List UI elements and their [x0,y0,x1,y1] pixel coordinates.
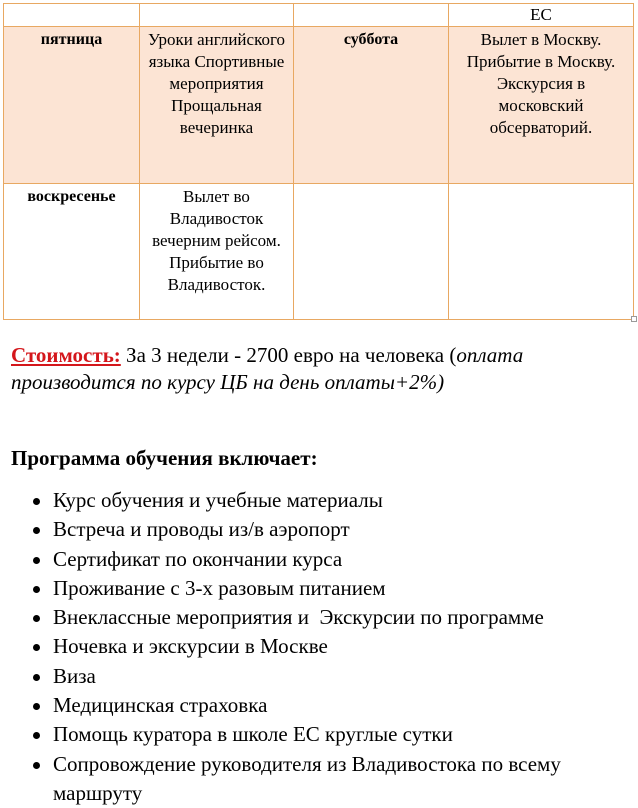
table-cell [4,4,140,27]
list-item [0,603,633,632]
program-list [0,486,630,808]
bullet-icon [33,527,40,534]
list-item [0,720,593,749]
program-title: Программа обучения включает: [11,446,318,470]
list-item-text: Виза [53,663,96,688]
list-item-text: Встреча и проводы из/в аэропорт [53,517,350,542]
bullet-icon [33,615,40,622]
table-row [4,27,634,184]
table-resize-handle[interactable] [631,316,637,322]
bullet-icon [33,498,40,505]
cost-note: оплата производится по курсу ЦБ на день оплаты+2%) [11,343,524,394]
list-item-text: Медицинская страховка [53,693,268,718]
list-item-text: Сертификат по окончании курса [53,546,343,571]
list-item [0,750,573,808]
bullet-icon [33,732,40,739]
table-cell [140,4,294,27]
bullet-icon [33,644,40,651]
activity-cell: Вылет во Владивосток вечерним рейсом. Прибытие во Владивосток. [140,184,294,320]
cost-text: За 3 недели - 2700 евро на человека ( [120,343,457,367]
list-item [0,515,593,544]
bullet-icon [33,674,40,681]
table-cell: ЕС [449,4,634,27]
table-cell [449,184,634,320]
day-cell-saturday: суббота [294,27,449,184]
list-item-text: Курс обучения и учебные материалы [53,488,383,512]
list-item [0,662,593,691]
list-item [0,486,593,515]
list-item-text: Помощь куратора в школе ЕС круглые сутки [53,722,453,747]
table-row [4,4,634,27]
table-cell [294,184,449,320]
bullet-icon [33,703,40,710]
cost-paragraph [11,342,631,396]
table-row [4,184,634,320]
cost-label: Стоимость: [11,343,121,367]
table-cell [294,4,449,27]
list-item [0,632,593,661]
list-item [0,691,593,720]
bullet-icon [33,557,40,564]
list-item-text: Сопровождение руководителя из Владивостока по всему маршруту [53,751,561,805]
list-item-text: Ночевка и экскурсии в Москве [53,634,328,659]
day-cell-sunday: воскресенье [4,184,140,320]
bullet-icon [33,586,40,593]
day-cell-friday: пятница [4,27,140,184]
list-item-text: Проживание с 3-х разовым питанием [53,575,386,600]
schedule-table [3,3,634,320]
list-item [0,545,593,574]
bullet-icon [33,762,40,769]
activity-cell: Вылет в Москву. Прибытие в Москву. Экскурсия в московский обсерваторий. [449,27,634,184]
activity-cell: Уроки английского языка Спортивные мероприятия Прощальная вечеринка [140,27,294,184]
list-item-text: Внеклассные мероприятия и Экскурсии по программе [53,605,544,630]
list-item [0,574,593,603]
